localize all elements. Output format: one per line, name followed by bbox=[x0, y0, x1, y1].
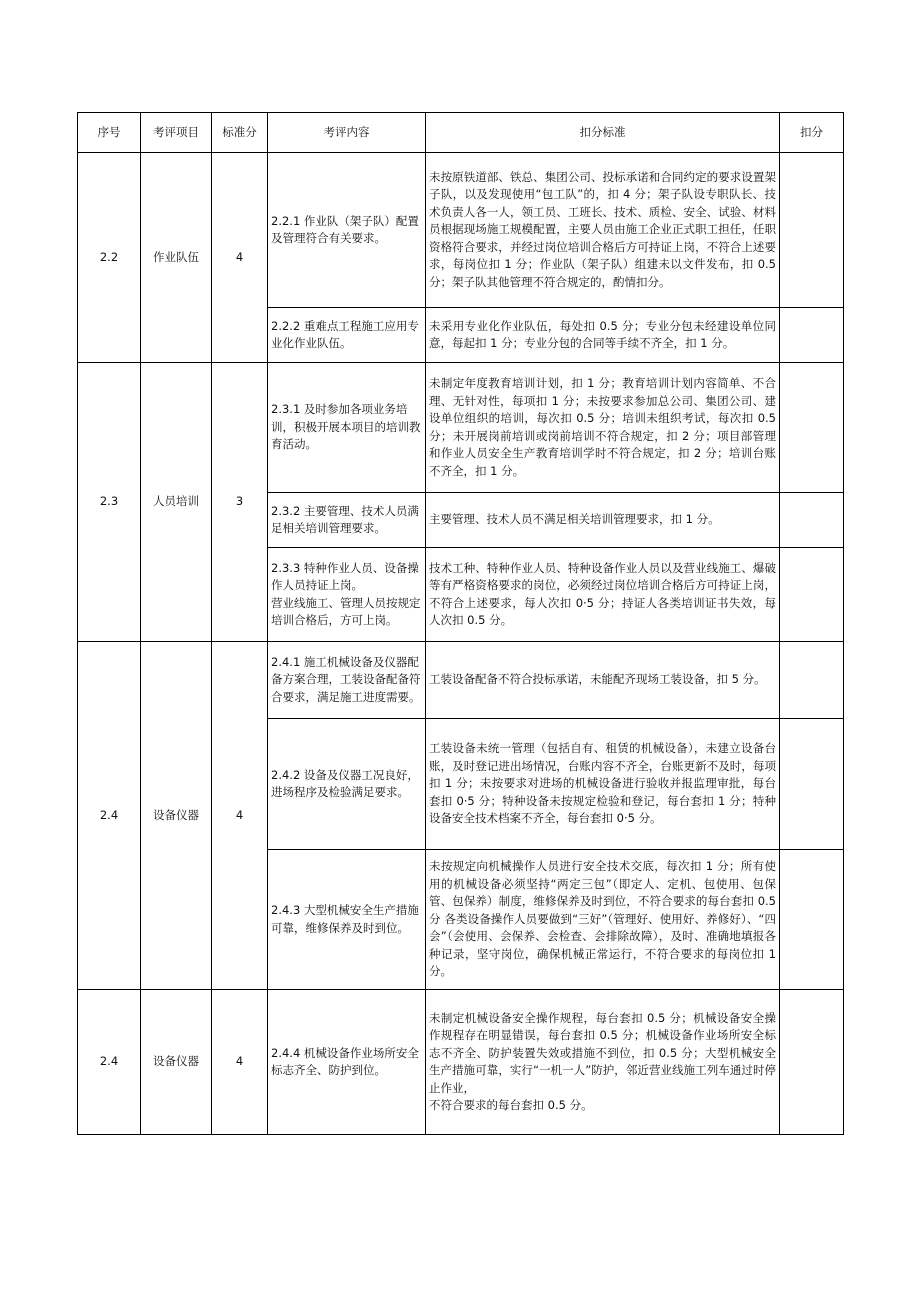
criteria-cell: 工装设备配备不符合投标承诺，未能配齐现场工装设备，扣 5 分。 bbox=[426, 642, 780, 719]
group-score-cell: 4 bbox=[212, 642, 268, 990]
group-score-cell: 4 bbox=[212, 153, 268, 363]
deduct-cell[interactable] bbox=[780, 642, 844, 719]
group-seq-cell: 2.3 bbox=[78, 363, 141, 642]
content-cell: 2.2.1 作业队（架子队）配置及管理符合有关要求。 bbox=[268, 153, 426, 308]
group-seq-cell: 2.4 bbox=[78, 990, 141, 1135]
content-cell: 2.4.3 大型机械安全生产措施可靠，维修保养及时到位。 bbox=[268, 850, 426, 990]
content-cell: 2.4.2 设备及仪器工况良好，进场程序及检验满足要求。 bbox=[268, 719, 426, 850]
deduct-cell[interactable] bbox=[780, 308, 844, 363]
criteria-cell: 未按原铁道部、铁总、集团公司、投标承诺和合同约定的要求设置架子队，以及发现使用“包工队”的，扣 4 分；架子队设专职队长、技术负责人各一人，领工员、工班长、技术、质检、安全、试验、材料员根据现场施工规模配置，主要人员由施工企业正式职工担任，任职资格符合要求，并经过岗位培训合格后方可持证上岗，不符合上述要求，每岗位扣 1 分；作业队（架子队）组建未以文件发布，扣 0.5 分；架子队其他管理不符合规定的，酌情扣分。 bbox=[426, 153, 780, 308]
content-cell: 2.4.1 施工机械设备及仪器配备方案合理，工装设备配备符合要求，满足施工进度需要。 bbox=[268, 642, 426, 719]
criteria-cell: 工装设备未统一管理（包括自有、租赁的机械设备），未建立设备台账，及时登记进出场情况，台账内容不齐全，台账更新不及时，每项扣 1 分；未按要求对进场的机械设备进行验收并报监理审批，每台套扣 0·5 分；特种设备未按规定检验和登记，每台套扣 1 分；特种设备安全技术档案不齐全，每台套扣 0·5 分。 bbox=[426, 719, 780, 850]
criteria-cell: 主要管理、技术人员不满足相关培训管理要求，扣 1 分。 bbox=[426, 493, 780, 548]
deduct-cell[interactable] bbox=[780, 548, 844, 642]
deduct-cell[interactable] bbox=[780, 493, 844, 548]
deduct-cell[interactable] bbox=[780, 719, 844, 850]
table-row bbox=[78, 642, 844, 719]
header-row bbox=[78, 113, 844, 153]
evaluation-table bbox=[77, 112, 844, 1135]
group-score-cell: 4 bbox=[212, 990, 268, 1135]
criteria-cell: 未按规定向机械操作人员进行安全技术交底，每次扣 1 分；所有使用的机械设备必须坚持“两定三包”（即定人、定机、包使用、包保管、包保养）制度，维修保养及时到位，不符合要求的每台套扣 0.5 分 各类设备操作人员要做到“三好”（管理好、使用好、养修好）、“四会”（会使用、会保养、会检查、会排除故障），及时、准确地填报各种记录，坚守岗位，确保机械正常运行，不符合要求的每岗位扣 1 分。 bbox=[426, 850, 780, 990]
header-score: 标准分 bbox=[212, 113, 268, 153]
criteria-cell: 未制定年度教育培训计划，扣 1 分；教育培训计划内容简单、不合理、无针对性，每项扣 1 分；未按要求参加总公司、集团公司、建设单位组织的培训，每次扣 0.5 分；培训未组织考试，每次扣 0.5 分；未开展岗前培训或岗前培训不符合规定，扣 2 分；项目部管理和作业人员安全生产教育培训学时不符合规定，扣 2 分；培训台账不齐全，扣 1 分。 bbox=[426, 363, 780, 493]
group-seq-cell: 2.2 bbox=[78, 153, 141, 363]
group-score-cell: 3 bbox=[212, 363, 268, 642]
content-cell: 2.3.2 主要管理、技术人员满足相关培训管理要求。 bbox=[268, 493, 426, 548]
header-item: 考评项目 bbox=[141, 113, 212, 153]
criteria-cell: 未制定机械设备安全操作规程，每台套扣 0.5 分；机械设备安全操作规程存在明显错误，每台套扣 0.5 分；机械设备作业场所安全标志不齐全、防护装置失效或措施不到位，扣 0.5 分；大型机械安全生产措施可靠，实行“一机一人”防护，邻近营业线施工列车通过时停止作业， 不符合要求的每台套扣 0.5 分。 bbox=[426, 990, 780, 1135]
table-row bbox=[78, 153, 844, 308]
group-seq-cell: 2.4 bbox=[78, 642, 141, 990]
deduct-cell[interactable] bbox=[780, 990, 844, 1135]
content-cell: 2.4.4 机械设备作业场所安全标志齐全、防护到位。 bbox=[268, 990, 426, 1135]
group-item-cell: 人员培训 bbox=[141, 363, 212, 642]
criteria-cell: 未采用专业化作业队伍，每处扣 0.5 分；专业分包未经建设单位同意，每起扣 1 分；专业分包的合同等手续不齐全，扣 1 分。 bbox=[426, 308, 780, 363]
deduct-cell[interactable] bbox=[780, 363, 844, 493]
group-item-cell: 设备仪器 bbox=[141, 990, 212, 1135]
group-item-cell: 作业队伍 bbox=[141, 153, 212, 363]
table-row bbox=[78, 990, 844, 1135]
deduct-cell[interactable] bbox=[780, 153, 844, 308]
table-row bbox=[78, 363, 844, 493]
group-item-cell: 设备仪器 bbox=[141, 642, 212, 990]
criteria-cell: 技术工种、特种作业人员、特种设备作业人员以及营业线施工、爆破等有严格资格要求的岗位，必须经过岗位培训合格后方可持证上岗，不符合上述要求，每人次扣 0·5 分；持证人各类培训证书失效，每人次扣 0.5 分。 bbox=[426, 548, 780, 642]
header-content: 考评内容 bbox=[268, 113, 426, 153]
deduct-cell[interactable] bbox=[780, 850, 844, 990]
header-criteria: 扣分标准 bbox=[426, 113, 780, 153]
content-cell: 2.2.2 重难点工程施工应用专业化作业队伍。 bbox=[268, 308, 426, 363]
content-cell: 2.3.1 及时参加各项业务培训，积极开展本项目的培训教育活动。 bbox=[268, 363, 426, 493]
header-deduct: 扣分 bbox=[780, 113, 844, 153]
header-seq: 序号 bbox=[78, 113, 141, 153]
content-cell: 2.3.3 特种作业人员、设备操作人员持证上岗。 营业线施工、管理人员按规定培训合格后，方可上岗。 bbox=[268, 548, 426, 642]
